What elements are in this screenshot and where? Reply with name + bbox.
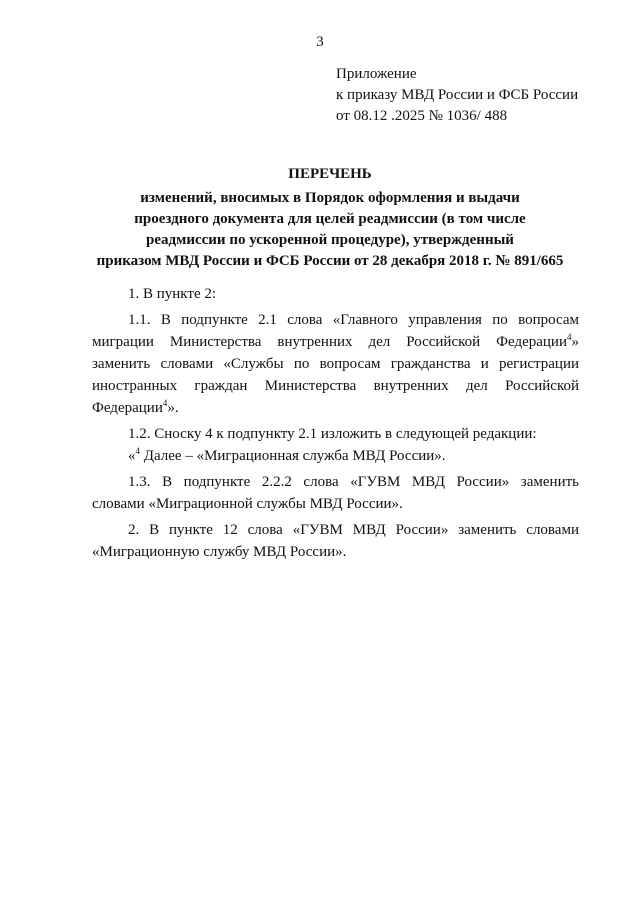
paragraph-1-3-line-2: словами «Миграционной службы МВД России». [92,496,403,512]
paragraph-1-2-text: 1.2. Сноску 4 к подпункту 2.1 изложить в следующей редакции: [128,426,537,442]
appendix-line-2: к приказу МВД России и ФСБ России [336,87,579,103]
paragraph-1-1-line-5-end: ». [167,400,179,416]
paragraph-1-1-line-3: заменить словами «Службы по вопросам гражданства и регистрации [92,356,579,372]
footnote-ref-4: 4 [567,332,572,342]
paragraph-1-3-line-1: 1.3. В подпункте 2.2.2 слова «ГУВМ МВД России» заменить [128,474,579,490]
appendix-header [336,64,578,127]
paragraph-2-line-1: 2. В пункте 12 слова «ГУВМ МВД России» заменить словами [128,522,579,538]
document-title [60,164,600,272]
title-line-2: проездного документа для целей реадмиссии (в том числе [134,211,526,227]
paragraph-1-1-line-4: иностранных граждан Министерства внутренних дел Российской [92,378,579,394]
footnote-text [92,445,579,467]
paragraph-1-1-line-2-end: » [571,334,579,350]
footnote-content: Далее – «Миграционная служба МВД России». [140,448,446,464]
paragraph-1-1-line-5 [92,397,579,419]
paragraph-1-2 [92,423,579,445]
paragraph-1-1-line-2-text: миграции Министерства внутренних дел Российской Федерации [92,334,567,350]
footnote-number: 4 [135,446,140,456]
page-number: 3 [316,34,324,50]
document-body [92,283,579,567]
paragraph-1-1-line-2 [92,331,579,353]
paragraph-1-text: 1. В пункте 2: [128,286,217,302]
paragraph-1-1 [92,309,579,419]
paragraph-1 [92,283,579,305]
title-main: ПЕРЕЧЕНЬ [288,166,372,182]
appendix-line-1: Приложение [336,66,417,82]
paragraph-1-1-line-5-text: Федерации [92,400,163,416]
title-line-3: реадмиссии по ускоренной процедуре), утвержденный [146,232,514,248]
title-line-4: приказом МВД России и ФСБ России от 28 декабря 2018 г. № 891/665 [96,253,564,269]
footnote-ref-4-second: 4 [162,398,168,408]
paragraph-1-1-line-1: 1.1. В подпункте 2.1 слова «Главного управления по вопросам [128,312,579,328]
paragraph-1-3 [92,471,579,515]
paragraph-2-line-2: «Миграционную службу МВД России». [92,544,347,560]
title-line-1: изменений, вносимых в Порядок оформления и выдачи [140,190,520,206]
footnote-open-quote: « [128,448,136,464]
appendix-line-3: от 08.12 .2025 № 1036/ 488 [336,108,508,124]
paragraph-2 [92,519,579,563]
